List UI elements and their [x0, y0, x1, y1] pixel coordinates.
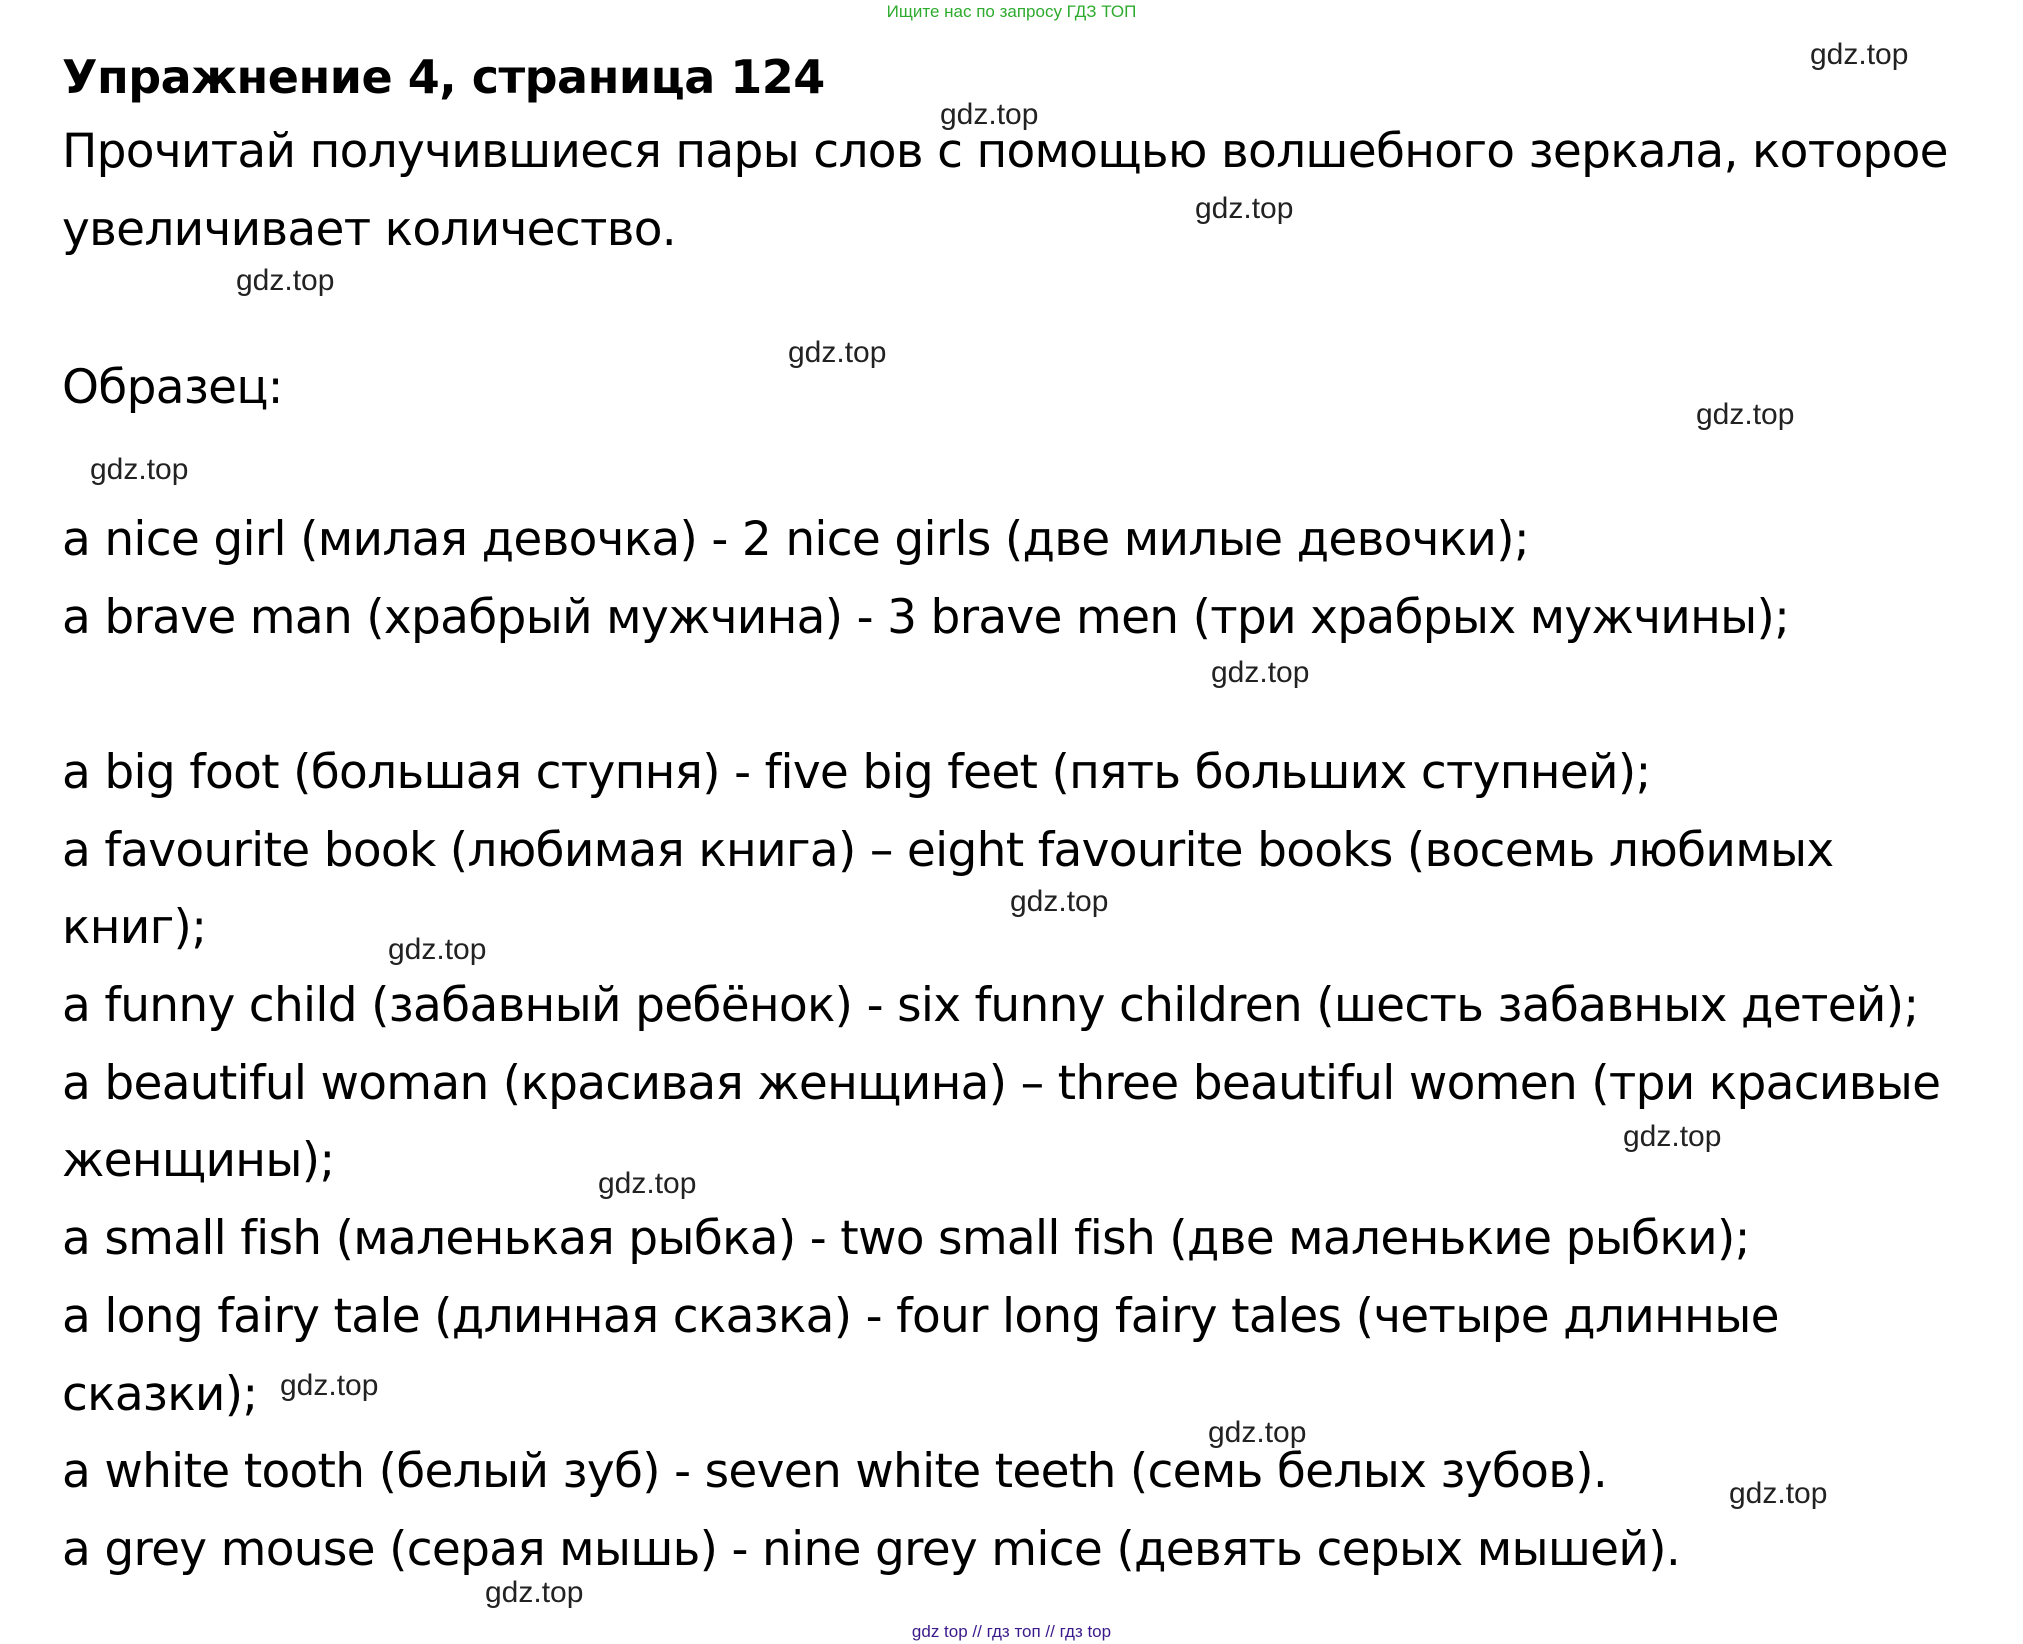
watermark: gdz.top [598, 1167, 697, 1200]
task-line-2: увеличивает количество. [62, 202, 676, 257]
watermark: gdz.top [90, 453, 189, 486]
task-line-1: Прочитай получившиеся пары слов с помощью волшебного зеркала, которое [62, 124, 1948, 179]
answer-line: a white tooth (белый зуб) - seven white teeth (семь белых зубов). [62, 1444, 1608, 1499]
answer-line: a long fairy tale (длинная сказка) - four long fairy tales (четыре длинные [62, 1289, 1779, 1344]
answer-line: a small fish (маленькая рыбка) - two small fish (две маленькие рыбки); [62, 1211, 1750, 1266]
watermark: gdz.top [236, 264, 335, 297]
answer-line: a favourite book (любимая книга) – eight favourite books (восемь любимых [62, 823, 1834, 878]
watermark: gdz.top [280, 1369, 379, 1402]
answer-line: книг); [62, 900, 207, 955]
answer-line: a beautiful woman (красивая женщина) – three beautiful women (три красивые [62, 1056, 1941, 1111]
watermark: gdz.top [788, 336, 887, 369]
watermark: gdz.top [1696, 398, 1795, 431]
watermark: gdz.top [1010, 885, 1109, 918]
watermark: gdz.top [1810, 38, 1909, 71]
answer-line: a grey mouse (серая мышь) - nine grey mice (девять серых мышей). [62, 1522, 1681, 1577]
watermark: gdz.top [485, 1576, 584, 1609]
example-line: a nice girl (милая девочка) - 2 nice girls (две милые девочки); [62, 512, 1530, 567]
watermark: gdz.top [940, 98, 1039, 131]
watermark: gdz.top [1211, 656, 1310, 689]
top-banner: Ищите нас по запросу ГДЗ ТОП [886, 2, 1137, 21]
answer-line: a funny child (забавный ребёнок) - six funny children (шесть забавных детей); [62, 978, 1919, 1033]
watermark: gdz.top [1208, 1416, 1307, 1449]
answer-line: женщины); [62, 1133, 335, 1188]
example-line: a brave man (храбрый мужчина) - 3 brave men (три храбрых мужчины); [62, 590, 1790, 645]
footer-links: gdz top // гдз топ // гдз top [911, 1622, 1112, 1641]
watermark: gdz.top [1623, 1120, 1722, 1153]
watermark: gdz.top [1729, 1477, 1828, 1510]
answer-line: сказки); [62, 1367, 258, 1422]
answer-line: a big foot (большая ступня) - five big feet (пять больших ступней); [62, 745, 1651, 800]
page-title: Упражнение 4, страница 124 [62, 50, 825, 104]
watermark: gdz.top [388, 933, 487, 966]
sample-label: Образец: [62, 360, 283, 415]
watermark: gdz.top [1195, 192, 1294, 225]
